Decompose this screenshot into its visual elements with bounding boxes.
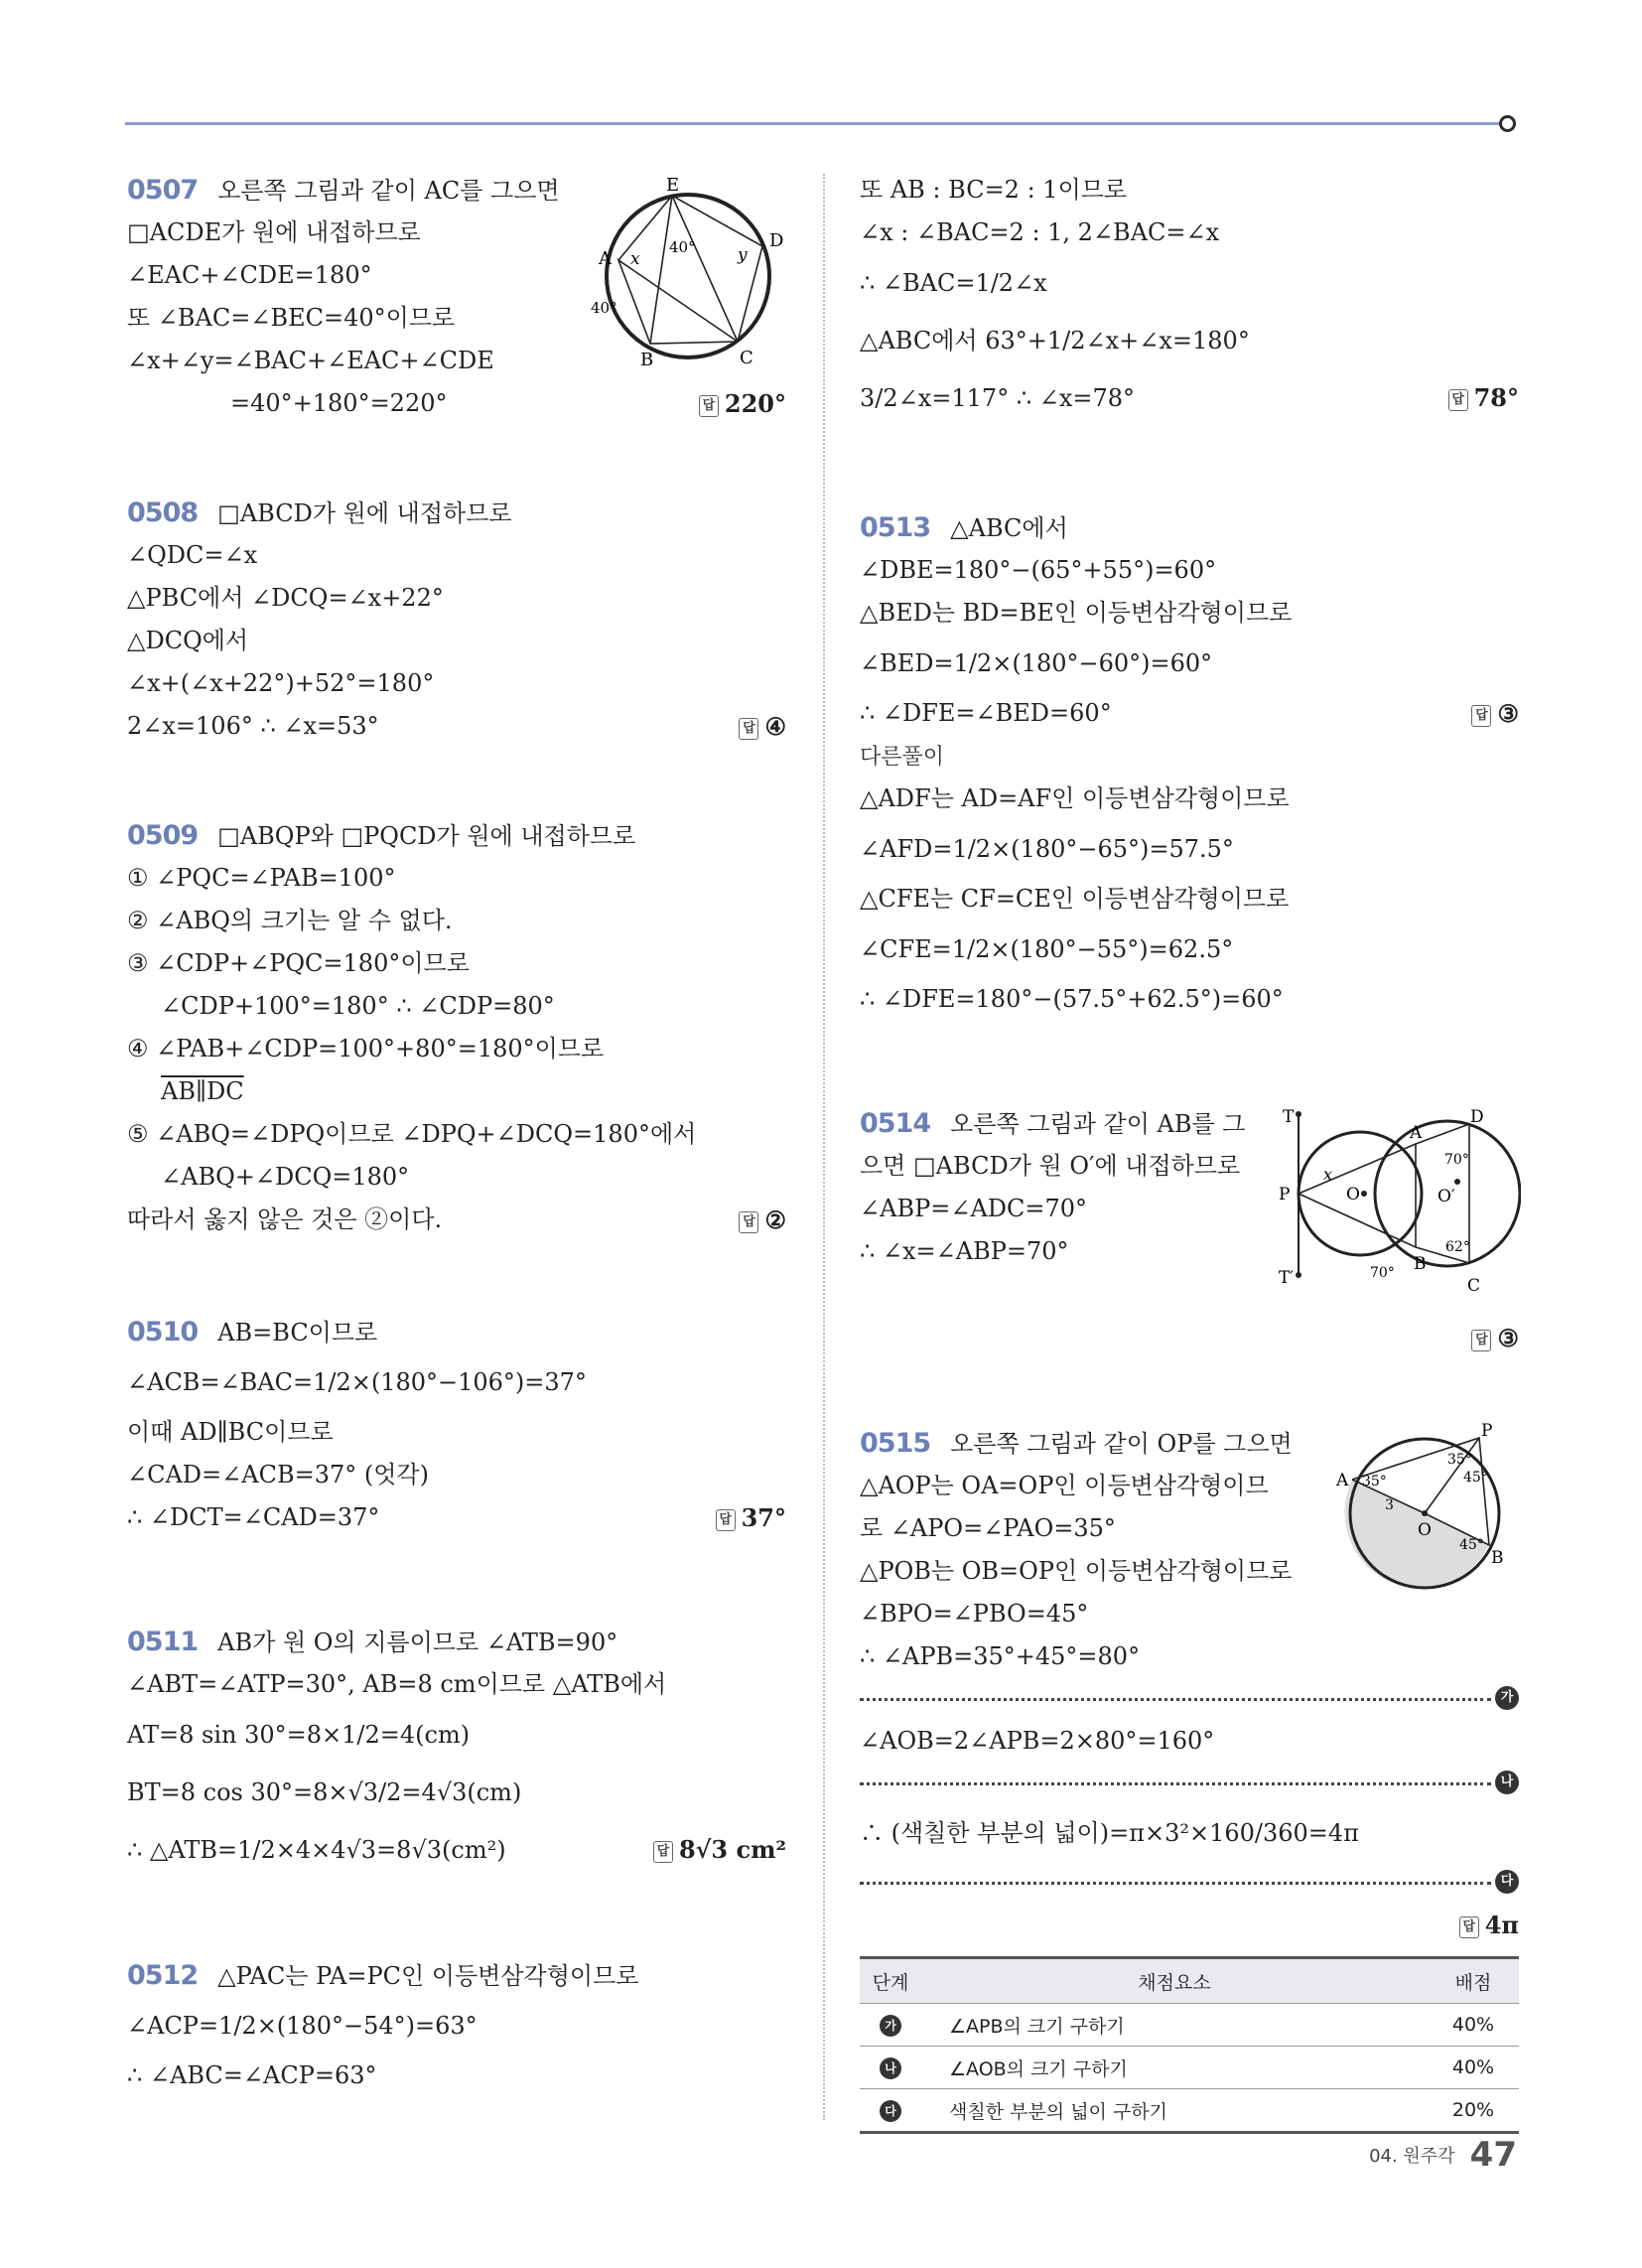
figure-0514 xyxy=(1269,1102,1521,1301)
solution-line: △AOP는 OA=OP인 이등변삼각형이므 xyxy=(860,1472,1269,1499)
solution-line: 로 ∠APO=∠PAO=35° xyxy=(860,1514,1116,1542)
fig-label: 62° xyxy=(1445,1239,1470,1255)
solution-line: ∴ (색칠한 부분의 넓이)=π×3²×160/360=4π xyxy=(860,1819,1359,1847)
alternate-solution-label: 다른풀이 xyxy=(860,745,945,770)
fig-label: B xyxy=(1414,1254,1427,1274)
solution-line: ∠DBE=180°−(65°+55°)=60° xyxy=(860,556,1217,584)
solution-line: ∠x : ∠BAC=2 : 1, 2∠BAC=∠x xyxy=(860,218,1220,246)
problem-0512-continued xyxy=(860,169,1519,427)
fig-label: C xyxy=(740,348,753,367)
figure-0507 xyxy=(579,169,787,367)
fig-label: 40° xyxy=(669,238,696,256)
solution-line: 3/2∠x=117° ∴ ∠x=78° xyxy=(860,384,1136,412)
solution-line: AT=8 sin 30°=8×1/2=4(cm) xyxy=(127,1721,471,1749)
table-cell: ∠APB의 크기 구하기 xyxy=(921,2004,1428,2047)
table-row xyxy=(860,2047,1519,2089)
solution-line: ∴ ∠DFE=∠BED=60° xyxy=(860,699,1112,727)
fig-label: 70° xyxy=(1370,1265,1395,1281)
fig-label: 45° xyxy=(1459,1537,1484,1553)
problem-number: 0509 xyxy=(127,820,199,851)
solution-line: AB=BC이므로 xyxy=(217,1319,378,1347)
solution-line: 오른쪽 그림과 같이 OP를 그으면 xyxy=(950,1430,1293,1458)
fig-label: O′ xyxy=(1437,1187,1455,1206)
step-separator xyxy=(860,1678,1519,1720)
solution-line: ∠QDC=∠x xyxy=(127,541,258,569)
scoring-table xyxy=(860,1956,1519,2134)
solution-line: ∠ABP=∠ADC=70° xyxy=(860,1195,1088,1222)
solution-line: ∠ABT=∠ATP=30°, AB=8 cm이므로 △ATB에서 xyxy=(127,1670,667,1698)
solution-line: 또 ∠BAC=∠BEC=40°이므로 xyxy=(127,304,456,332)
solution-line: ③ ∠CDP+∠PQC=180°이므로 xyxy=(127,949,470,977)
table-header: 채점요소 xyxy=(921,1958,1428,2004)
solution-line: ∠ACB=∠BAC=1/2×(180°−106°)=37° xyxy=(127,1368,587,1396)
problem-number: 0510 xyxy=(127,1317,199,1347)
problem-number: 0511 xyxy=(127,1627,199,1657)
fig-label: y xyxy=(738,245,748,265)
solution-line: □ABCD가 원에 내접하므로 xyxy=(217,499,512,527)
solution-line: △ABC에서 xyxy=(950,514,1068,542)
problem-0512 xyxy=(127,1954,786,2097)
chapter-label: 04. 원주각 xyxy=(1369,2146,1455,2167)
solution-line: ∠CAD=∠ACB=37° (엇각) xyxy=(127,1461,429,1488)
fig-label: D xyxy=(769,230,784,251)
table-row xyxy=(860,2089,1519,2133)
step-marker: 가 xyxy=(880,2015,901,2037)
solution-line: 이때 AD∥BC이므로 xyxy=(127,1418,334,1446)
answer-tag-icon: 답 xyxy=(739,718,758,740)
fig-label: A xyxy=(599,248,612,269)
table-cell: 20% xyxy=(1428,2089,1519,2133)
step-marker: 나 xyxy=(880,2057,901,2079)
page-footer xyxy=(1369,2135,1517,2175)
fig-label: A xyxy=(1336,1471,1349,1490)
solution-line: ∠BED=1/2×(180°−60°)=60° xyxy=(860,649,1213,677)
table-row xyxy=(860,2004,1519,2047)
fig-label: 35° xyxy=(1362,1474,1387,1489)
fig-label: C xyxy=(1467,1276,1481,1296)
page-number: 47 xyxy=(1469,2135,1517,2175)
answer: 답 8√3 cm² xyxy=(653,1821,786,1879)
answer: 답 ③ xyxy=(1471,692,1519,735)
step-separator xyxy=(860,1763,1519,1804)
problem-0513 xyxy=(860,506,1519,1021)
solution-line: ∠CDP+100°=180° ∴ ∠CDP=80° xyxy=(161,992,555,1020)
answer: 답 37° xyxy=(716,1496,786,1539)
fig-label: x xyxy=(1323,1165,1333,1184)
fig-label: 3 xyxy=(1385,1497,1394,1513)
table-cell: 40% xyxy=(1428,2047,1519,2089)
fig-label: 35° xyxy=(1447,1452,1472,1468)
header-rule-end-dot xyxy=(1499,115,1516,132)
solution-line: 또 AB : BC=2 : 1이므로 xyxy=(860,176,1128,204)
solution-line: ∴ ∠x=∠ABP=70° xyxy=(860,1237,1069,1265)
solution-line: ∴ ∠ABC=∠ACP=63° xyxy=(127,2061,377,2089)
column-divider xyxy=(823,174,825,2120)
solution-line: △ADF는 AD=AF인 이등변삼각형이므로 xyxy=(860,784,1290,812)
fig-label: B xyxy=(1491,1548,1504,1568)
solution-line: ∴ ∠DCT=∠CAD=37° xyxy=(127,1503,380,1531)
fig-label: T′ xyxy=(1279,1268,1295,1288)
solution-line: AB가 원 O의 지름이므로 ∠ATB=90° xyxy=(217,1629,618,1656)
solution-line: ∴ ∠APB=35°+45°=80° xyxy=(860,1642,1141,1670)
solution-line: ② ∠ABQ의 크기는 알 수 없다. xyxy=(127,907,453,934)
fig-label: 40° xyxy=(591,299,617,317)
solution-line: △ABC에서 63°+1/2∠x+∠x=180° xyxy=(860,327,1250,354)
fig-label: O xyxy=(1346,1185,1360,1205)
problem-number: 0514 xyxy=(860,1108,931,1139)
fig-label: x xyxy=(630,249,640,269)
answer: 답 ④ xyxy=(739,705,786,748)
solution-line: ∴ ∠DFE=180°−(57.5°+62.5°)=60° xyxy=(860,985,1284,1013)
fig-label: D xyxy=(1470,1107,1484,1127)
table-cell: ∠AOB의 크기 구하기 xyxy=(921,2047,1428,2089)
answer-tag-icon: 답 xyxy=(1471,705,1491,727)
table-header: 단계 xyxy=(860,1958,921,2004)
header-rule xyxy=(125,122,1503,125)
answer-tag-icon: 답 xyxy=(716,1509,736,1531)
step-separator xyxy=(860,1862,1519,1904)
step-marker: 다 xyxy=(880,2100,901,2122)
solution-line: AB∥DC xyxy=(161,1077,244,1105)
problem-number: 0508 xyxy=(127,497,199,528)
solution-line: △POB는 OB=OP인 이등변삼각형이므로 xyxy=(860,1557,1293,1585)
problem-number: 0507 xyxy=(127,175,199,206)
figure-0515 xyxy=(1330,1422,1519,1591)
fig-label: B xyxy=(640,350,654,367)
step-marker: 나 xyxy=(1495,1771,1519,1794)
problem-number: 0513 xyxy=(860,512,931,543)
solution-line: ∠ACP=1/2×(180°−54°)=63° xyxy=(127,2012,478,2040)
solution-line: ∠x+∠y=∠BAC+∠EAC+∠CDE xyxy=(127,347,494,374)
answer-tag-icon: 답 xyxy=(1471,1330,1491,1351)
answer: 답 ③ xyxy=(1471,1317,1519,1359)
solution-line: ∠EAC+∠CDE=180° xyxy=(127,261,372,289)
answer-tag-icon: 답 xyxy=(653,1841,673,1863)
solution-line: 으면 □ABCD가 원 O′에 내접하므로 xyxy=(860,1152,1241,1180)
solution-line: ⑤ ∠ABQ=∠DPQ이므로 ∠DPQ+∠DCQ=180°에서 xyxy=(127,1120,697,1148)
solution-line: 오른쪽 그림과 같이 AB를 그 xyxy=(950,1110,1246,1138)
fig-label: O xyxy=(1418,1520,1432,1540)
problem-0515 xyxy=(860,1422,1519,1946)
fig-label: 45° xyxy=(1463,1470,1488,1486)
solution-line: △CFE는 CF=CE인 이등변삼각형이므로 xyxy=(860,885,1290,913)
step-marker: 가 xyxy=(1495,1686,1519,1710)
problem-0510 xyxy=(127,1311,786,1539)
answer-tag-icon: 답 xyxy=(699,395,719,417)
answer: 답 4π xyxy=(1459,1904,1519,1946)
problem-0511 xyxy=(127,1621,786,1879)
solution-line: 따라서 옳지 않은 것은 ②이다. xyxy=(127,1205,443,1233)
solution-line: △PBC에서 ∠DCQ=∠x+22° xyxy=(127,584,444,612)
fig-label: P xyxy=(1279,1185,1291,1205)
solution-line: △PAC는 PA=PC인 이등변삼각형이므로 xyxy=(217,1962,639,1990)
solution-line: ① ∠PQC=∠PAB=100° xyxy=(127,864,396,892)
answer: 답 220° xyxy=(699,382,786,425)
problem-number: 0512 xyxy=(127,1960,199,1991)
problem-0514 xyxy=(860,1102,1519,1359)
table-header: 배점 xyxy=(1428,1958,1519,2004)
answer-tag-icon: 답 xyxy=(1448,389,1468,411)
answer: 답 78° xyxy=(1448,369,1519,427)
fig-label: 70° xyxy=(1444,1152,1469,1168)
problem-number: 0515 xyxy=(860,1428,931,1459)
solution-line: □ABQP와 □PQCD가 원에 내접하므로 xyxy=(217,822,636,850)
step-marker: 다 xyxy=(1495,1870,1519,1894)
solution-line: ∠ABQ+∠DCQ=180° xyxy=(161,1163,410,1191)
solution-line: =40°+180°=220° xyxy=(230,389,448,417)
fig-label: E xyxy=(666,175,680,196)
solution-line: ∴ △ATB=1/2×4×4√3=8√3(cm²) xyxy=(127,1836,506,1864)
solution-line: 2∠x=106° ∴ ∠x=53° xyxy=(127,712,379,740)
solution-line: ∠x+(∠x+22°)+52°=180° xyxy=(127,669,435,697)
solution-line: ∠AFD=1/2×(180°−65°)=57.5° xyxy=(860,835,1234,863)
solution-line: ∠AOB=2∠APB=2×80°=160° xyxy=(860,1727,1215,1755)
solution-line: ∠CFE=1/2×(180°−55°)=62.5° xyxy=(860,935,1234,963)
solution-line: BT=8 cos 30°=8×√3/2=4√3(cm) xyxy=(127,1778,522,1806)
answer-tag-icon: 답 xyxy=(1459,1916,1479,1938)
answer-tag-icon: 답 xyxy=(739,1211,758,1233)
solution-line: △DCQ에서 xyxy=(127,627,249,654)
solution-line: □ACDE가 원에 내접하므로 xyxy=(127,218,421,246)
problem-0507 xyxy=(127,169,786,425)
table-cell: 색칠한 부분의 넓이 구하기 xyxy=(921,2089,1428,2133)
fig-label: P xyxy=(1481,1422,1493,1441)
fig-label: T xyxy=(1283,1107,1295,1127)
solution-line: ∴ ∠BAC=1/2∠x xyxy=(860,269,1047,297)
solution-line: ∠BPO=∠PBO=45° xyxy=(860,1600,1089,1628)
solution-line: △BED는 BD=BE인 이등변삼각형이므로 xyxy=(860,599,1293,627)
solution-line: ④ ∠PAB+∠CDP=100°+80°=180°이므로 xyxy=(127,1035,605,1063)
problem-0508 xyxy=(127,492,786,748)
problem-0509 xyxy=(127,814,786,1241)
fig-label: A xyxy=(1410,1123,1423,1143)
table-cell: 40% xyxy=(1428,2004,1519,2047)
solution-line: 오른쪽 그림과 같이 AC를 그으면 xyxy=(217,177,560,205)
answer: 답 ② xyxy=(739,1199,786,1241)
